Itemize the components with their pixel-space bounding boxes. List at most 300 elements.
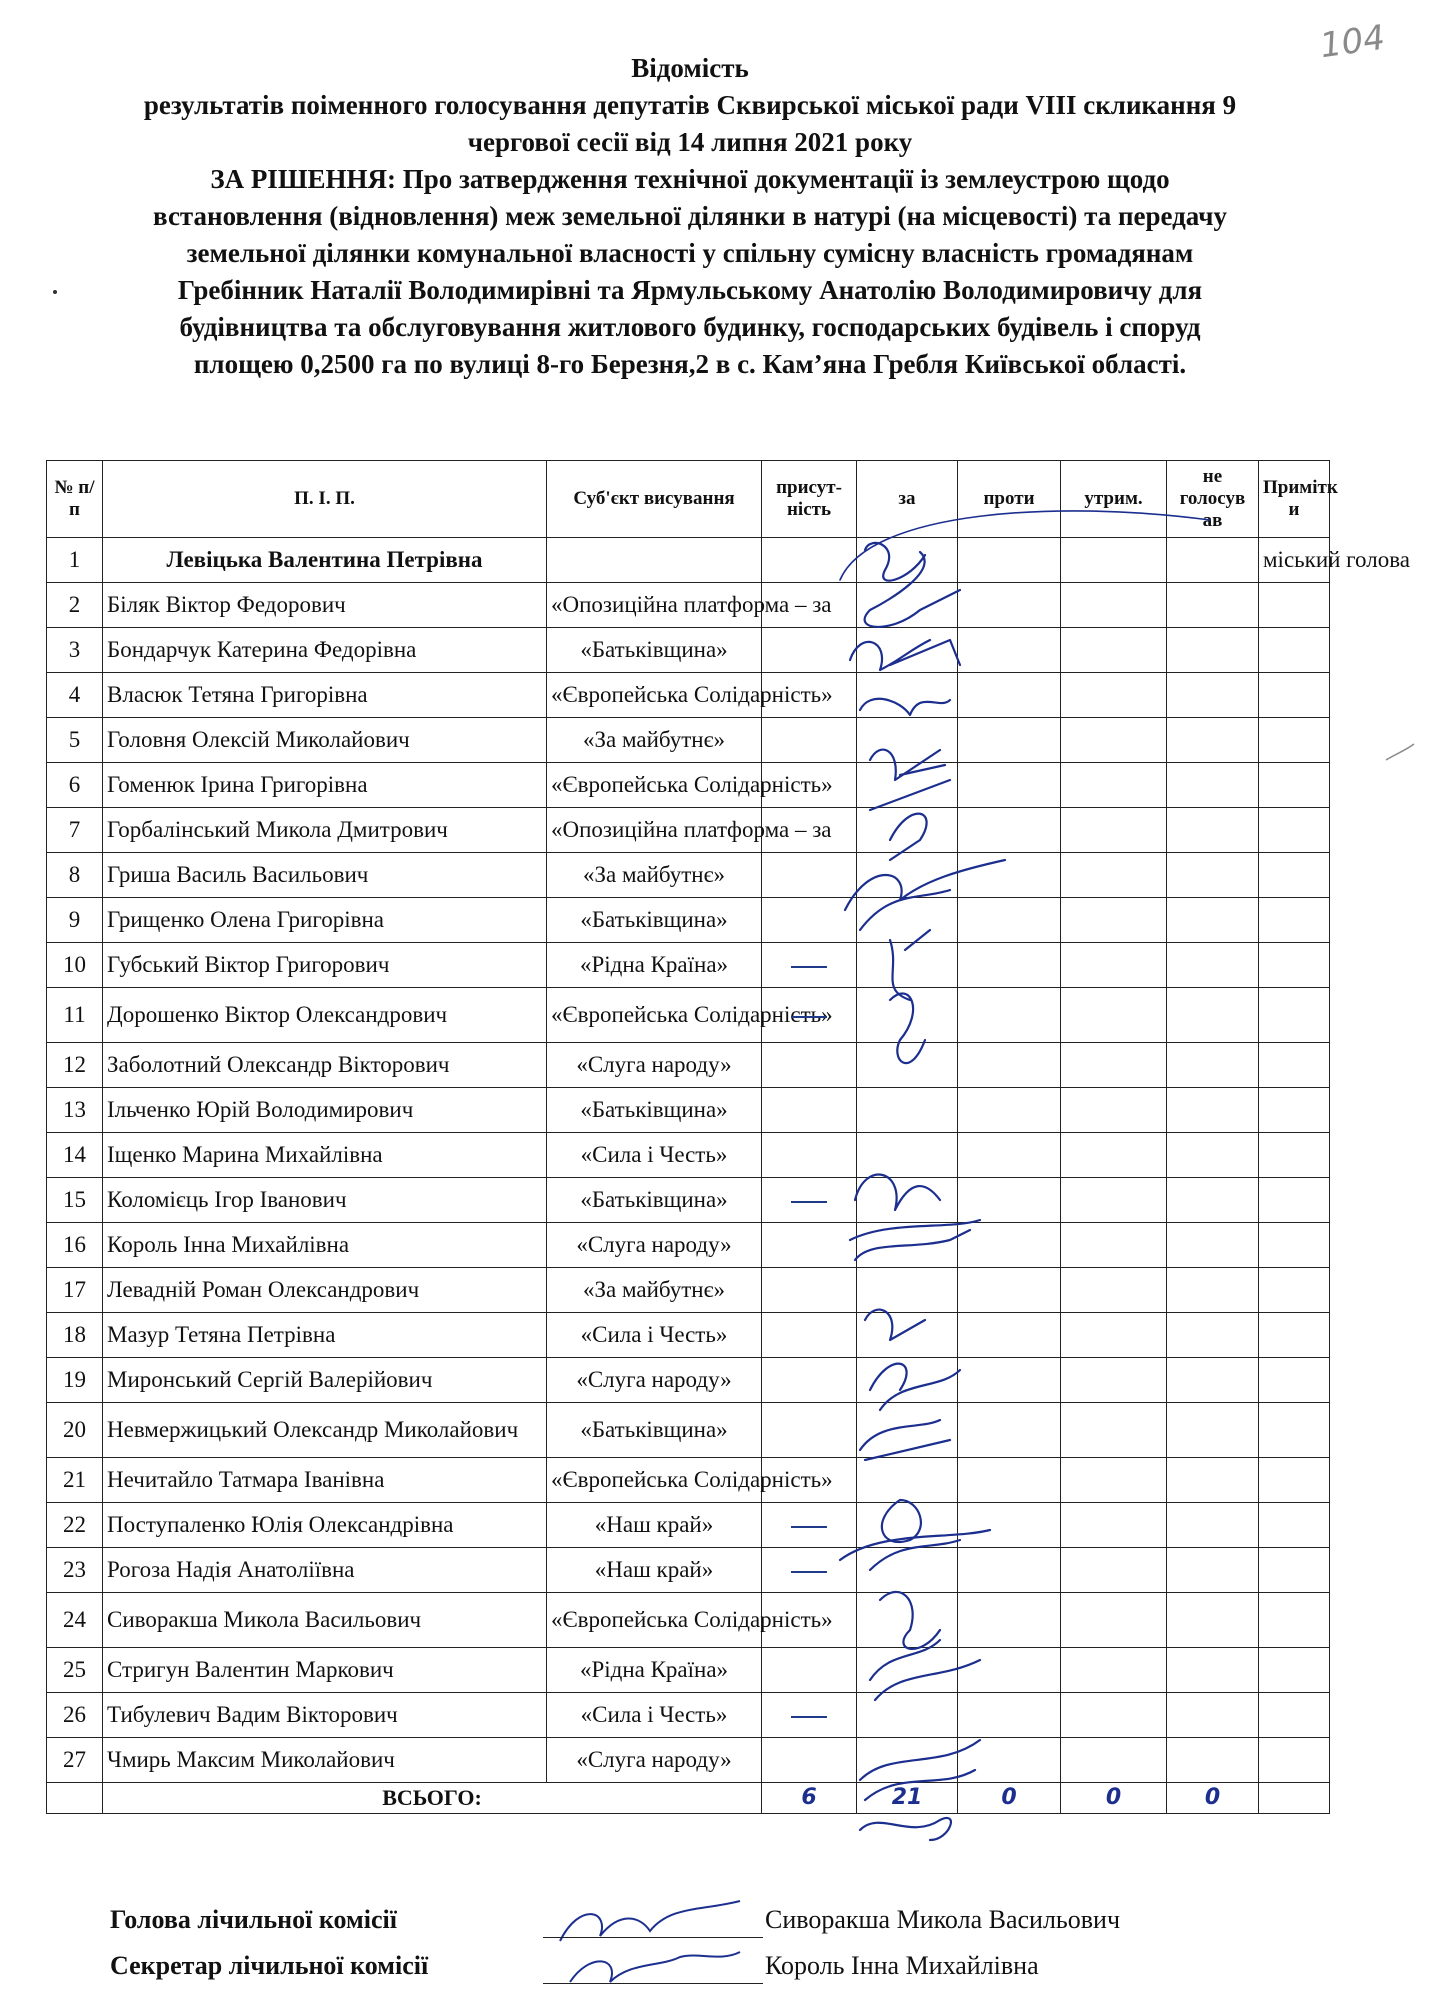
row-note: [1259, 1313, 1330, 1358]
row-num: 13: [47, 1088, 103, 1133]
header-name: П. І. П.: [103, 461, 547, 538]
row-name: Стригун Валентин Маркович: [103, 1648, 547, 1693]
table-row: [47, 628, 1330, 673]
row-for: [857, 1088, 958, 1133]
row-num: 15: [47, 1178, 103, 1223]
row-not-voted: [1167, 718, 1259, 763]
margin-mark: [1384, 742, 1416, 762]
row-not-voted: [1167, 898, 1259, 943]
table-row: [47, 1403, 1330, 1458]
row-faction: «Рідна Країна»: [547, 943, 762, 988]
row-against: [958, 1313, 1061, 1358]
table-header-row: [47, 461, 1330, 538]
header-line-3: чергової сесії від 14 липня 2021 року: [467, 127, 913, 157]
table-row: [47, 1458, 1330, 1503]
row-not-voted: [1167, 1403, 1259, 1458]
row-against: [958, 808, 1061, 853]
row-name: Іщенко Марина Михайлівна: [103, 1133, 547, 1178]
row-abstain: [1061, 718, 1167, 763]
row-present: [762, 1313, 857, 1358]
row-present: [762, 1223, 857, 1268]
row-note: [1259, 853, 1330, 898]
absent-dash: [791, 1571, 827, 1573]
row-name: Невмержицький Олександр Миколайович: [103, 1403, 547, 1458]
row-not-voted: [1167, 1503, 1259, 1548]
row-name: Король Інна Михайлівна: [103, 1223, 547, 1268]
row-against: [958, 1458, 1061, 1503]
row-num: 14: [47, 1133, 103, 1178]
decision-line-6: площею 0,2500 га по вулиці 8-го Березня,2 в с. Кам’яна Гребля Київської області.: [193, 349, 1187, 379]
row-abstain: [1061, 1693, 1167, 1738]
absent-dash: [791, 1716, 827, 1718]
row-present: [762, 853, 857, 898]
row-abstain: [1061, 1458, 1167, 1503]
row-faction: «Батьківщина»: [547, 1088, 762, 1133]
row-num: 2: [47, 583, 103, 628]
row-for: [857, 1358, 958, 1403]
row-faction: «Сила і Честь»: [547, 1313, 762, 1358]
row-num: 3: [47, 628, 103, 673]
row-against: [958, 673, 1061, 718]
decision-line-3: земельної ділянки комунальної власності у спільну сумісну власність громадянам: [186, 238, 1194, 268]
row-present: [762, 1178, 857, 1223]
row-name: Губський Віктор Григорович: [103, 943, 547, 988]
row-faction: «Європейська Солідарність»: [547, 673, 762, 718]
total-for: 21: [857, 1783, 958, 1814]
row-for: [857, 628, 958, 673]
row-num: 21: [47, 1458, 103, 1503]
row-num: 19: [47, 1358, 103, 1403]
row-against: [958, 763, 1061, 808]
header-abstain: утрим.: [1061, 461, 1167, 538]
row-faction: «Слуга народу»: [547, 1043, 762, 1088]
row-faction: «Сила і Честь»: [547, 1133, 762, 1178]
row-for: [857, 898, 958, 943]
row-note: [1259, 1178, 1330, 1223]
row-present: [762, 1358, 857, 1403]
row-faction: «За майбутнє»: [547, 853, 762, 898]
row-num: 10: [47, 943, 103, 988]
row-num: 8: [47, 853, 103, 898]
table-row: [47, 1313, 1330, 1358]
chair-role: Голова лічильної комісії: [110, 1905, 397, 1934]
document-header: [40, 50, 1340, 383]
table-row: [47, 943, 1330, 988]
row-name: Левадній Роман Олександрович: [103, 1268, 547, 1313]
row-for: [857, 673, 958, 718]
table-row: [47, 1043, 1330, 1088]
row-not-voted: [1167, 1648, 1259, 1693]
row-abstain: [1061, 1548, 1167, 1593]
row-for: [857, 583, 958, 628]
secretary-signature-line: [543, 1983, 763, 1984]
absent-dash: [791, 1526, 827, 1528]
table-row: [47, 1358, 1330, 1403]
row-num: 9: [47, 898, 103, 943]
table-row: [47, 1648, 1330, 1693]
row-num: 25: [47, 1648, 103, 1693]
row-note: [1259, 1458, 1330, 1503]
row-not-voted: [1167, 1358, 1259, 1403]
row-name: Миронський Сергій Валерійович: [103, 1358, 547, 1403]
row-num: 12: [47, 1043, 103, 1088]
row-not-voted: [1167, 1693, 1259, 1738]
total-label: ВСЬОГО:: [103, 1783, 762, 1814]
table-row: [47, 583, 1330, 628]
row-for: [857, 1313, 958, 1358]
row-num: 23: [47, 1548, 103, 1593]
row-faction: «Опозиційна платформа – за: [547, 583, 762, 628]
row-note: [1259, 1133, 1330, 1178]
row-present: [762, 538, 857, 583]
row-against: [958, 583, 1061, 628]
row-faction: «Слуга народу»: [547, 1223, 762, 1268]
document-title: Відомість: [631, 53, 749, 83]
header-for: за: [857, 461, 958, 538]
absent-dash: [791, 1201, 827, 1203]
row-note: [1259, 808, 1330, 853]
row-abstain: [1061, 988, 1167, 1043]
row-for: [857, 1503, 958, 1548]
row-present: [762, 1648, 857, 1693]
row-num: 17: [47, 1268, 103, 1313]
footer: [110, 1905, 1310, 1997]
row-abstain: [1061, 763, 1167, 808]
table-row: [47, 898, 1330, 943]
row-name: Біляк Віктор Федорович: [103, 583, 547, 628]
table-row: [47, 1503, 1330, 1548]
row-faction: «Наш край»: [547, 1548, 762, 1593]
row-against: [958, 1548, 1061, 1593]
row-not-voted: [1167, 583, 1259, 628]
row-note: [1259, 1403, 1330, 1458]
row-for: [857, 1548, 958, 1593]
row-num: 4: [47, 673, 103, 718]
row-not-voted: [1167, 628, 1259, 673]
row-note: [1259, 1738, 1330, 1783]
row-note: [1259, 718, 1330, 763]
row-abstain: [1061, 1648, 1167, 1693]
row-not-voted: [1167, 1458, 1259, 1503]
row-num: 18: [47, 1313, 103, 1358]
total-row: [47, 1783, 1330, 1814]
table-row: [47, 1133, 1330, 1178]
row-against: [958, 538, 1061, 583]
secretary-row: [110, 1951, 1310, 1997]
row-present: [762, 1693, 857, 1738]
row-not-voted: [1167, 1313, 1259, 1358]
row-against: [958, 1693, 1061, 1738]
row-for: [857, 988, 958, 1043]
row-for: [857, 1223, 958, 1268]
row-name: Тибулевич Вадим Вікторович: [103, 1693, 547, 1738]
row-for: [857, 1693, 958, 1738]
row-not-voted: [1167, 1548, 1259, 1593]
row-name: Грищенко Олена Григорівна: [103, 898, 547, 943]
row-num: 11: [47, 988, 103, 1043]
row-not-voted: [1167, 1133, 1259, 1178]
row-faction: «Європейська Солідарність»: [547, 1593, 762, 1648]
row-for: [857, 1738, 958, 1783]
row-against: [958, 1503, 1061, 1548]
table-row: [47, 1593, 1330, 1648]
row-against: [958, 1178, 1061, 1223]
row-name: Ільченко Юрій Володимирович: [103, 1088, 547, 1133]
row-for: [857, 718, 958, 763]
table-row: [47, 853, 1330, 898]
table-row: [47, 1693, 1330, 1738]
row-faction: «Слуга народу»: [547, 1358, 762, 1403]
decision-line-5: будівництва та обслуговування житлового будинку, господарських будівель і споруд: [179, 312, 1201, 342]
row-note: [1259, 1268, 1330, 1313]
row-note: [1259, 1223, 1330, 1268]
row-present: [762, 1738, 857, 1783]
row-note: [1259, 1043, 1330, 1088]
table-row: [47, 673, 1330, 718]
row-abstain: [1061, 808, 1167, 853]
row-abstain: [1061, 1358, 1167, 1403]
row-name: Головня Олексій Миколайович: [103, 718, 547, 763]
row-faction: «Батьківщина»: [547, 1403, 762, 1458]
row-name: Левіцька Валентина Петрівна: [103, 538, 547, 583]
row-faction: [547, 538, 762, 583]
row-abstain: [1061, 1503, 1167, 1548]
row-abstain: [1061, 1268, 1167, 1313]
row-num: 7: [47, 808, 103, 853]
row-abstain: [1061, 1133, 1167, 1178]
row-for: [857, 1458, 958, 1503]
row-for: [857, 763, 958, 808]
row-for: [857, 538, 958, 583]
row-note: [1259, 988, 1330, 1043]
row-for: [857, 943, 958, 988]
row-note: [1259, 1648, 1330, 1693]
table-row: [47, 1088, 1330, 1133]
row-faction: «Наш край»: [547, 1503, 762, 1548]
row-name: Гоменюк Ірина Григорівна: [103, 763, 547, 808]
row-for: [857, 1043, 958, 1088]
row-note: [1259, 898, 1330, 943]
row-present: [762, 1133, 857, 1178]
header-faction: Суб'єкт висування: [547, 461, 762, 538]
row-against: [958, 628, 1061, 673]
row-not-voted: [1167, 1223, 1259, 1268]
row-not-voted: [1167, 1268, 1259, 1313]
row-faction: «Батьківщина»: [547, 1178, 762, 1223]
row-faction: «Опозиційна платформа – за: [547, 808, 762, 853]
row-num: 5: [47, 718, 103, 763]
row-abstain: [1061, 583, 1167, 628]
row-abstain: [1061, 1088, 1167, 1133]
row-not-voted: [1167, 1088, 1259, 1133]
row-faction: «За майбутнє»: [547, 718, 762, 763]
row-faction: «Рідна Країна»: [547, 1648, 762, 1693]
row-num: 20: [47, 1403, 103, 1458]
row-against: [958, 898, 1061, 943]
row-abstain: [1061, 1403, 1167, 1458]
row-against: [958, 718, 1061, 763]
row-for: [857, 1133, 958, 1178]
row-name: Власюк Тетяна Григорівна: [103, 673, 547, 718]
row-abstain: [1061, 1223, 1167, 1268]
absent-dash: [791, 966, 827, 968]
row-name: Коломієць Ігор Іванович: [103, 1178, 547, 1223]
row-not-voted: [1167, 808, 1259, 853]
row-note: [1259, 1358, 1330, 1403]
row-num: 1: [47, 538, 103, 583]
row-faction: «Європейська Солідарність»: [547, 1458, 762, 1503]
row-note: [1259, 1088, 1330, 1133]
row-against: [958, 1738, 1061, 1783]
row-num: 6: [47, 763, 103, 808]
table-row: [47, 988, 1330, 1043]
page-number: 104: [1317, 17, 1388, 67]
row-against: [958, 943, 1061, 988]
table-row: [47, 808, 1330, 853]
decision-line-2: встановлення (відновлення) меж земельної ділянки в натурі (на місцевості) та передачу: [153, 201, 1227, 231]
row-faction: «Батьківщина»: [547, 898, 762, 943]
row-present: [762, 628, 857, 673]
row-present: [762, 1268, 857, 1313]
row-present: [762, 1503, 857, 1548]
row-faction: «Батьківщина»: [547, 628, 762, 673]
header-against: проти: [958, 461, 1061, 538]
row-not-voted: [1167, 538, 1259, 583]
row-abstain: [1061, 898, 1167, 943]
row-name: Горбалінський Микола Дмитрович: [103, 808, 547, 853]
row-for: [857, 808, 958, 853]
row-abstain: [1061, 1738, 1167, 1783]
row-not-voted: [1167, 1593, 1259, 1648]
row-note: [1259, 1593, 1330, 1648]
row-present: [762, 1043, 857, 1088]
chair-name: Сиворакша Микола Васильович: [765, 1905, 1121, 1934]
row-present: [762, 1548, 857, 1593]
row-not-voted: [1167, 763, 1259, 808]
total-present: 6: [762, 1783, 857, 1814]
row-not-voted: [1167, 988, 1259, 1043]
header-present: присут-ність: [762, 461, 857, 538]
row-note: [1259, 583, 1330, 628]
row-abstain: [1061, 1313, 1167, 1358]
row-abstain: [1061, 1593, 1167, 1648]
row-note: [1259, 1548, 1330, 1593]
row-for: [857, 1268, 958, 1313]
row-present: [762, 718, 857, 763]
row-faction: «Сила і Честь»: [547, 1693, 762, 1738]
row-for: [857, 1178, 958, 1223]
row-note: [1259, 763, 1330, 808]
header-line-2: результатів поіменного голосування депутатів Сквирської міської ради VIII скликання 9: [143, 90, 1237, 120]
votes-table: [46, 460, 1410, 1814]
row-faction: «Європейська Солідарність»: [547, 988, 762, 1043]
table-row: [47, 538, 1330, 583]
row-num: 24: [47, 1593, 103, 1648]
row-note: міський голова: [1259, 538, 1330, 583]
table-row: [47, 1268, 1330, 1313]
table-row: [47, 1738, 1330, 1783]
table-row: [47, 718, 1330, 763]
header-not-voted: не голосув ав: [1167, 461, 1259, 538]
table-row: [47, 1223, 1330, 1268]
row-name: Заболотний Олександр Вікторович: [103, 1043, 547, 1088]
row-name: Дорошенко Віктор Олександрович: [103, 988, 547, 1043]
header-note: Примітк и: [1259, 461, 1330, 538]
row-for: [857, 1648, 958, 1693]
row-name: Чмирь Максим Миколайович: [103, 1738, 547, 1783]
row-for: [857, 1403, 958, 1458]
row-not-voted: [1167, 1043, 1259, 1088]
total-num: [47, 1783, 103, 1814]
row-abstain: [1061, 853, 1167, 898]
row-for: [857, 853, 958, 898]
row-not-voted: [1167, 673, 1259, 718]
row-name: Нечитайло Татмара Іванівна: [103, 1458, 547, 1503]
row-against: [958, 1358, 1061, 1403]
row-num: 27: [47, 1738, 103, 1783]
row-not-voted: [1167, 943, 1259, 988]
row-against: [958, 1268, 1061, 1313]
row-against: [958, 1088, 1061, 1133]
table-row: [47, 1548, 1330, 1593]
row-against: [958, 1403, 1061, 1458]
table-row: [47, 1178, 1330, 1223]
row-name: Поступаленко Юлія Олександрівна: [103, 1503, 547, 1548]
row-against: [958, 853, 1061, 898]
row-against: [958, 1133, 1061, 1178]
row-note: [1259, 1503, 1330, 1548]
row-name: Мазур Тетяна Петрівна: [103, 1313, 547, 1358]
row-num: 16: [47, 1223, 103, 1268]
row-against: [958, 988, 1061, 1043]
row-not-voted: [1167, 1178, 1259, 1223]
row-abstain: [1061, 1043, 1167, 1088]
secretary-signature: [550, 1937, 750, 1997]
table-row: [47, 763, 1330, 808]
row-not-voted: [1167, 853, 1259, 898]
row-name: Сиворакша Микола Васильович: [103, 1593, 547, 1648]
total-note: [1259, 1783, 1330, 1814]
row-note: [1259, 943, 1330, 988]
row-against: [958, 1043, 1061, 1088]
secretary-role: Секретар лічильної комісії: [110, 1951, 429, 1980]
row-abstain: [1061, 538, 1167, 583]
row-against: [958, 1593, 1061, 1648]
row-against: [958, 1648, 1061, 1693]
row-present: [762, 898, 857, 943]
row-note: [1259, 1693, 1330, 1738]
total-against: 0: [958, 1783, 1061, 1814]
row-present: [762, 943, 857, 988]
row-faction: «За майбутнє»: [547, 1268, 762, 1313]
row-faction: «Європейська Солідарність»: [547, 763, 762, 808]
absent-dash: [791, 1016, 827, 1018]
row-against: [958, 1223, 1061, 1268]
row-num: 22: [47, 1503, 103, 1548]
secretary-name: Король Інна Михайлівна: [765, 1951, 1039, 1980]
row-note: [1259, 673, 1330, 718]
header-num: № п/п: [47, 461, 103, 538]
decision-line-1: ЗА РІШЕННЯ: Про затвердження технічної документації із землеустрою щодо: [210, 164, 1170, 194]
row-for: [857, 1593, 958, 1648]
total-not-voted: 0: [1167, 1783, 1259, 1814]
row-abstain: [1061, 673, 1167, 718]
row-name: Бондарчук Катерина Федорівна: [103, 628, 547, 673]
row-abstain: [1061, 628, 1167, 673]
row-name: Гриша Василь Васильович: [103, 853, 547, 898]
total-abstain: 0: [1061, 1783, 1167, 1814]
row-not-voted: [1167, 1738, 1259, 1783]
